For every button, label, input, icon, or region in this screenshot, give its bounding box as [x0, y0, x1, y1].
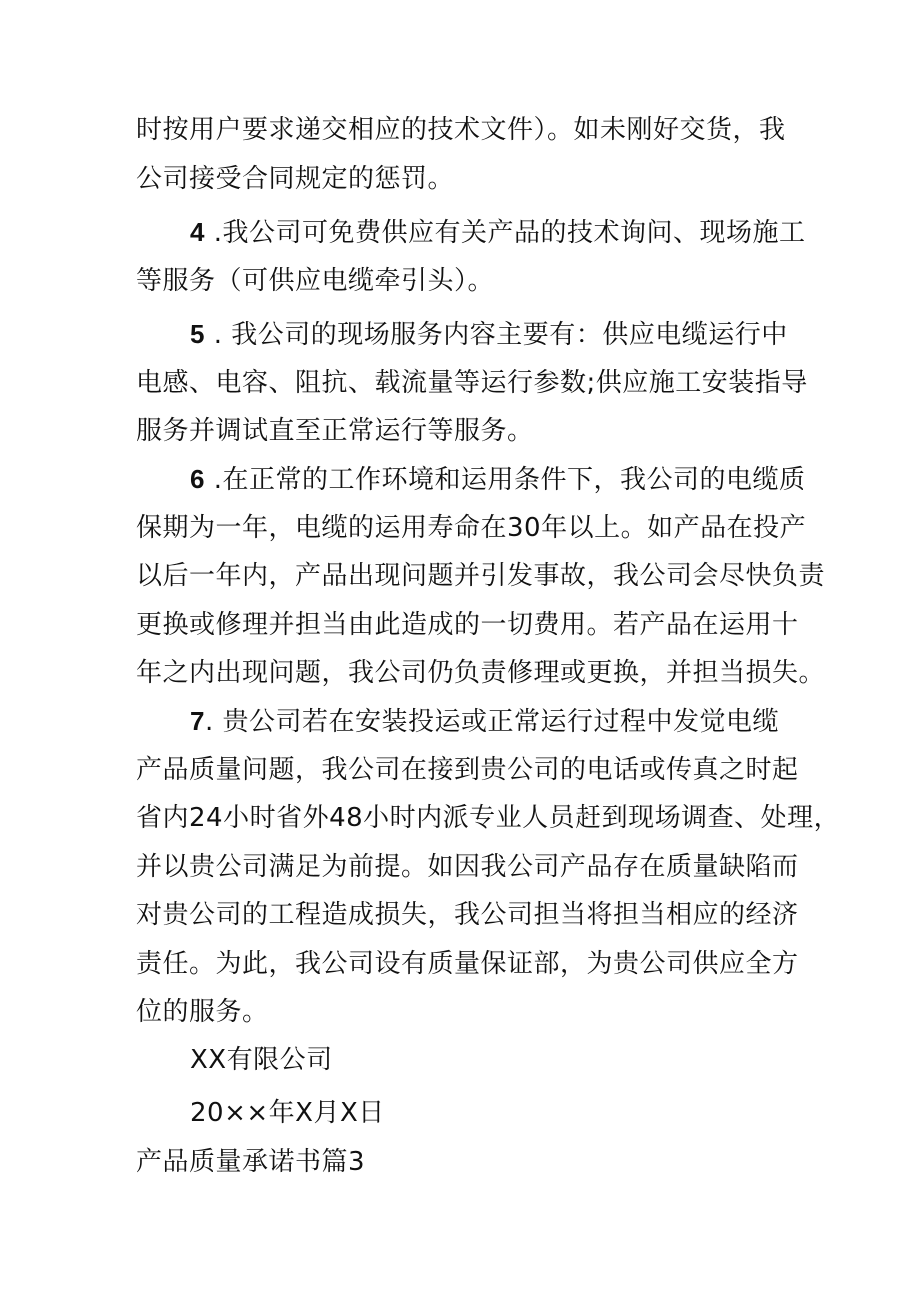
next-section-heading	[136, 1138, 816, 1187]
item-number: 5	[190, 319, 205, 349]
paragraph-1	[136, 106, 816, 203]
paragraph-line: 等服务（可供应电缆牵引头）。	[136, 265, 495, 296]
item-number: 4	[190, 217, 205, 247]
paragraph-line: 省内24小时省外48小时内派专业人员赶到现场调查、处理，	[136, 803, 841, 833]
signature-company	[136, 1036, 816, 1085]
section-title: 产品质量承诺书篇3	[136, 1147, 366, 1177]
paragraph-item-4	[136, 208, 816, 305]
paragraph-line: 并以贵公司满足为前提。如因我公司产品存在质量缺陷而	[136, 851, 799, 882]
paragraph-line: 4 .我公司可免费供应有关产品的技术询问、现场施工	[190, 217, 806, 248]
paragraph-line: 更换或修理并担当由此造成的一切费用。若产品在运用十	[136, 609, 799, 640]
paragraph-line: 电感、电容、阻抗、载流量等运行参数;供应施工安装指导	[136, 367, 808, 398]
paragraph-line: 责任。为此，我公司设有质量保证部，为贵公司供应全方	[136, 948, 799, 979]
paragraph-line: 以后一年内，产品出现问题并引发事故，我公司会尽快负责	[136, 561, 826, 591]
paragraph-line: 7. 贵公司若在安装投运或正常运行过程中发觉电缆	[190, 706, 779, 737]
company-name: XX有限公司	[190, 1045, 333, 1075]
item-number: 7	[190, 706, 205, 736]
signature-date-text: 20××年X月X日	[190, 1098, 385, 1128]
signature-date	[136, 1089, 816, 1138]
paragraph-line: 年之内出现问题，我公司仍负责修理或更换，并担当损失。	[136, 658, 826, 688]
paragraph-item-7	[136, 697, 841, 1037]
paragraph-line: 6 .在正常的工作环境和运用条件下，我公司的电缆质	[190, 464, 806, 495]
paragraph-line: 服务并调试直至正常运行等服务。	[136, 416, 534, 446]
item-number: 6	[190, 464, 205, 494]
paragraph-line: 5 . 我公司的现场服务内容主要有：供应电缆运行中	[190, 319, 788, 350]
paragraph-line: 位的服务。	[136, 997, 269, 1027]
paragraph-line: 公司接受合同规定的惩罚。	[136, 163, 455, 194]
paragraph-item-6	[136, 455, 826, 698]
paragraph-line: 时按用户要求递交相应的技术文件）。如未刚好交货，我	[136, 115, 786, 145]
paragraph-line: 保期为一年，电缆的运用寿命在30年以上。如产品在投产	[136, 512, 807, 543]
paragraph-line: 对贵公司的工程造成损失，我公司担当将担当相应的经济	[136, 900, 799, 930]
paragraph-line: 产品质量问题，我公司在接到贵公司的电话或传真之时起	[136, 754, 799, 785]
paragraph-item-5	[136, 310, 816, 456]
